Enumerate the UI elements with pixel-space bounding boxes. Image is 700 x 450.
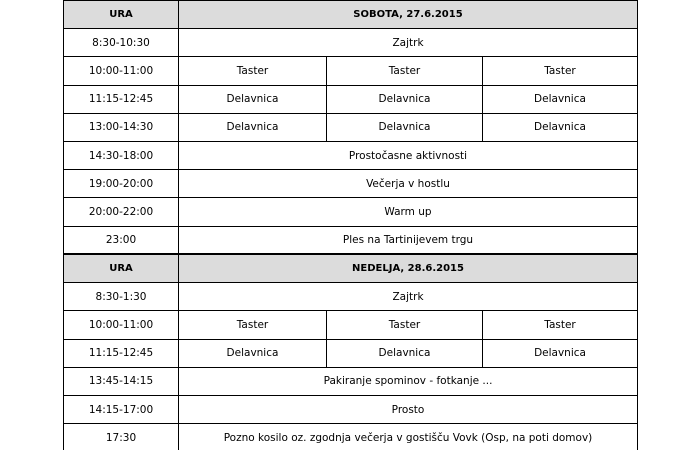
time-cell: 17:30 xyxy=(64,424,179,450)
activity-cell: Zajtrk xyxy=(179,283,638,311)
schedule-row xyxy=(64,367,638,395)
group-activity-cell: Taster xyxy=(483,57,638,85)
time-cell: 11:15-12:45 xyxy=(64,85,179,113)
schedule-row xyxy=(64,57,638,85)
group-activity-cell: Delavnica xyxy=(483,113,638,141)
day-header: SOBOTA, 27.6.2015 xyxy=(179,0,638,29)
group-activity-cell: Delavnica xyxy=(327,113,483,141)
group-activity-cell: Taster xyxy=(327,57,483,85)
group-activity-cell: Delavnica xyxy=(327,85,483,113)
time-cell: 8:30-1:30 xyxy=(64,283,179,311)
schedule-row xyxy=(64,283,638,311)
time-cell: 10:00-11:00 xyxy=(64,57,179,85)
activity-cell: Večerja v hostlu xyxy=(179,170,638,198)
group-activity-cell: Taster xyxy=(483,311,638,339)
day-header: NEDELJA, 28.6.2015 xyxy=(179,254,638,283)
activity-cell: Zajtrk xyxy=(179,29,638,57)
time-column-header: URA xyxy=(64,0,179,29)
group-activity-cell: Taster xyxy=(179,311,327,339)
time-cell: 8:30-10:30 xyxy=(64,29,179,57)
time-column-header: URA xyxy=(64,254,179,283)
schedule-row xyxy=(64,170,638,198)
time-cell: 23:00 xyxy=(64,226,179,254)
activity-cell: Prosto xyxy=(179,395,638,423)
activity-cell: Warm up xyxy=(179,198,638,226)
group-activity-cell: Delavnica xyxy=(179,339,327,367)
schedule-row xyxy=(64,141,638,169)
schedule-row xyxy=(64,198,638,226)
time-cell: 10:00-11:00 xyxy=(64,311,179,339)
saturday-header-row xyxy=(64,0,638,29)
schedule-row xyxy=(64,85,638,113)
group-activity-cell: Taster xyxy=(179,57,327,85)
saturday-schedule-table xyxy=(63,0,638,255)
activity-cell: Ples na Tartinijevem trgu xyxy=(179,226,638,254)
activity-cell: Pozno kosilo oz. zgodnja večerja v gostišču Vovk (Osp, na poti domov) xyxy=(179,424,638,450)
activity-cell: Pakiranje spominov - fotkanje ... xyxy=(179,367,638,395)
group-activity-cell: Delavnica xyxy=(483,85,638,113)
schedule-row xyxy=(64,29,638,57)
time-cell: 13:45-14:15 xyxy=(64,367,179,395)
time-cell: 14:15-17:00 xyxy=(64,395,179,423)
group-activity-cell: Delavnica xyxy=(179,113,327,141)
time-cell: 14:30-18:00 xyxy=(64,141,179,169)
sunday-header-row xyxy=(64,254,638,283)
group-activity-cell: Delavnica xyxy=(483,339,638,367)
schedule-row xyxy=(64,424,638,450)
schedule-row xyxy=(64,113,638,141)
group-activity-cell: Delavnica xyxy=(327,339,483,367)
time-cell: 13:00-14:30 xyxy=(64,113,179,141)
activity-cell: Prostočasne aktivnosti xyxy=(179,141,638,169)
sunday-schedule-table xyxy=(63,253,638,450)
group-activity-cell: Delavnica xyxy=(179,85,327,113)
time-cell: 20:00-22:00 xyxy=(64,198,179,226)
schedule-row xyxy=(64,339,638,367)
schedule-row xyxy=(64,395,638,423)
schedule-row xyxy=(64,226,638,254)
time-cell: 19:00-20:00 xyxy=(64,170,179,198)
time-cell: 11:15-12:45 xyxy=(64,339,179,367)
schedule-row xyxy=(64,311,638,339)
group-activity-cell: Taster xyxy=(327,311,483,339)
